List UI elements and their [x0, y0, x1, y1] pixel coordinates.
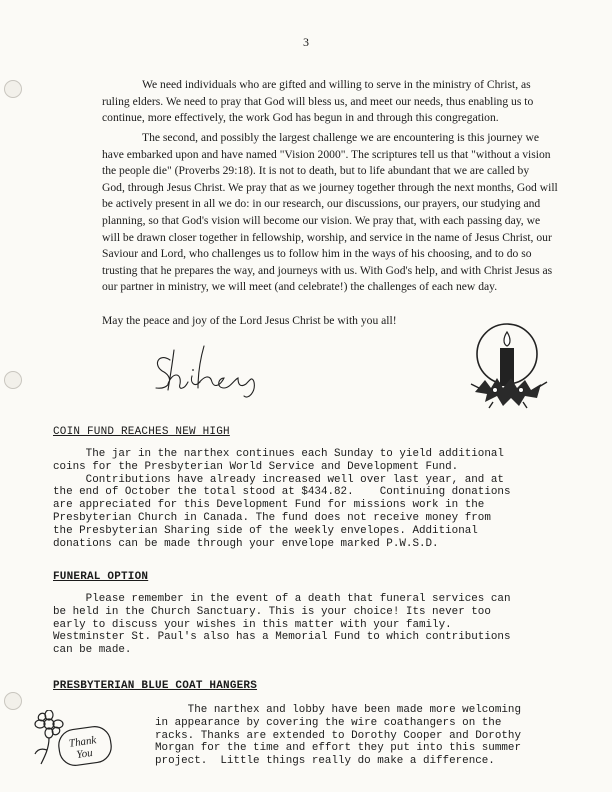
- body-line: Contributions have already increased well over last year, and at: [53, 473, 504, 486]
- body-line: are appreciated for this Development Fund for missions work in the: [53, 499, 485, 512]
- letter-paragraph-2: [102, 130, 562, 296]
- punch-hole-bottom: [4, 692, 22, 710]
- body-line: The jar in the narthex continues each Sunday to yield additional: [53, 448, 504, 460]
- letter-line: The second, and possibly the largest challenge we are encountering is this journey we: [142, 131, 540, 144]
- coin-fund-heading: COIN FUND REACHES NEW HIGH: [53, 426, 230, 438]
- body-line: Morgan for the time and effort they put into this summer: [155, 742, 521, 755]
- thank-you-illustration: [33, 710, 115, 768]
- letter-line: ruling elders. We need to pray that God will bless us, and meet our needs, thus enabling us to: [102, 94, 534, 108]
- thank-you-line-1: Thank: [68, 734, 98, 750]
- body-line: coins for the Presbyterian World Service and Development Fund.: [53, 460, 459, 473]
- body-line: racks. Thanks are extended to Dorothy Cooper and Dorothy: [155, 729, 521, 742]
- letter-line: trusting that he prepares the way, and journeys with us. With God's help, and with Christ Jesus as: [102, 263, 553, 277]
- letter-line: planning, so that God's vision will become our vision. We pray that, with each passing day, we: [102, 213, 541, 227]
- body-line: in appearance by covering the wire coathangers on the: [155, 716, 502, 729]
- punch-hole-middle: [4, 371, 22, 389]
- body-line: The narthex and lobby have been made more welcoming: [155, 704, 521, 716]
- letter-line: Saviour and Lord, who challenges us to follow him in the ways of his choosing, and to do so: [102, 247, 532, 261]
- body-line: Presbyterian Church in Canada. The fund does not receive money from: [53, 511, 491, 524]
- coin-fund-body: [53, 448, 573, 550]
- letter-line: have embarked upon and have named "Vision 2000". The scriptures tell us that "without a vision: [102, 147, 551, 161]
- body-line: Westminster St. Paul's also has a Memorial Fund to which contributions: [53, 631, 511, 644]
- body-line: the Presbyterian Sharing side of the weekly envelopes. Additional: [53, 524, 478, 537]
- signature-image: [148, 338, 288, 398]
- letter-line: be actively present in all we do: in our research, our discussions, our prayers, our studying and: [102, 197, 541, 211]
- closing-text: May the peace and joy of the Lord Jesus Christ be with you all!: [102, 314, 397, 327]
- funeral-body: [53, 593, 573, 657]
- letter-line: God, through Jesus Christ. We pray that as we journey together through the next months, God will: [102, 180, 558, 194]
- letter-line: continue, more effectively, the work God has begun in and through this congregation.: [102, 111, 499, 125]
- body-line: early to discuss your wishes in this matter with your family.: [53, 618, 452, 631]
- letter-line: the people die" (Proverbs 29:18). It is not to death, but to life abundant that we are called by: [102, 164, 530, 178]
- page-number: 3: [303, 35, 309, 49]
- body-line: be held in the Church Sanctuary. This is your choice! Its never too: [53, 605, 491, 618]
- body-line: Please remember in the event of a death that funeral services can: [53, 593, 511, 605]
- hangers-body: [155, 704, 575, 768]
- thank-you-line-2: You: [75, 746, 94, 762]
- letter-line: our partner in ministry, we will meet (and celebrate!) the challenges of each new day.: [102, 280, 498, 294]
- body-line: donations can be made through your envelope marked P.W.S.D.: [53, 537, 439, 550]
- punch-hole-top: [4, 80, 22, 98]
- body-line: can be made.: [53, 644, 132, 657]
- body-line: the end of October the total stood at $434.82. Continuing donations: [53, 486, 511, 499]
- hangers-heading: PRESBYTERIAN BLUE COAT HANGERS: [53, 680, 258, 692]
- body-line: project. Little things really do make a difference.: [155, 755, 495, 768]
- candle-illustration: [467, 318, 549, 410]
- letter-paragraph-1: [102, 77, 562, 127]
- letter-line: will be drawn closer together in fellowship, worship, and service in the name of Jesus Christ, our: [102, 230, 552, 244]
- letter-line: We need individuals who are gifted and willing to serve in the ministry of Christ, as: [142, 78, 531, 91]
- funeral-heading: FUNERAL OPTION: [53, 571, 149, 583]
